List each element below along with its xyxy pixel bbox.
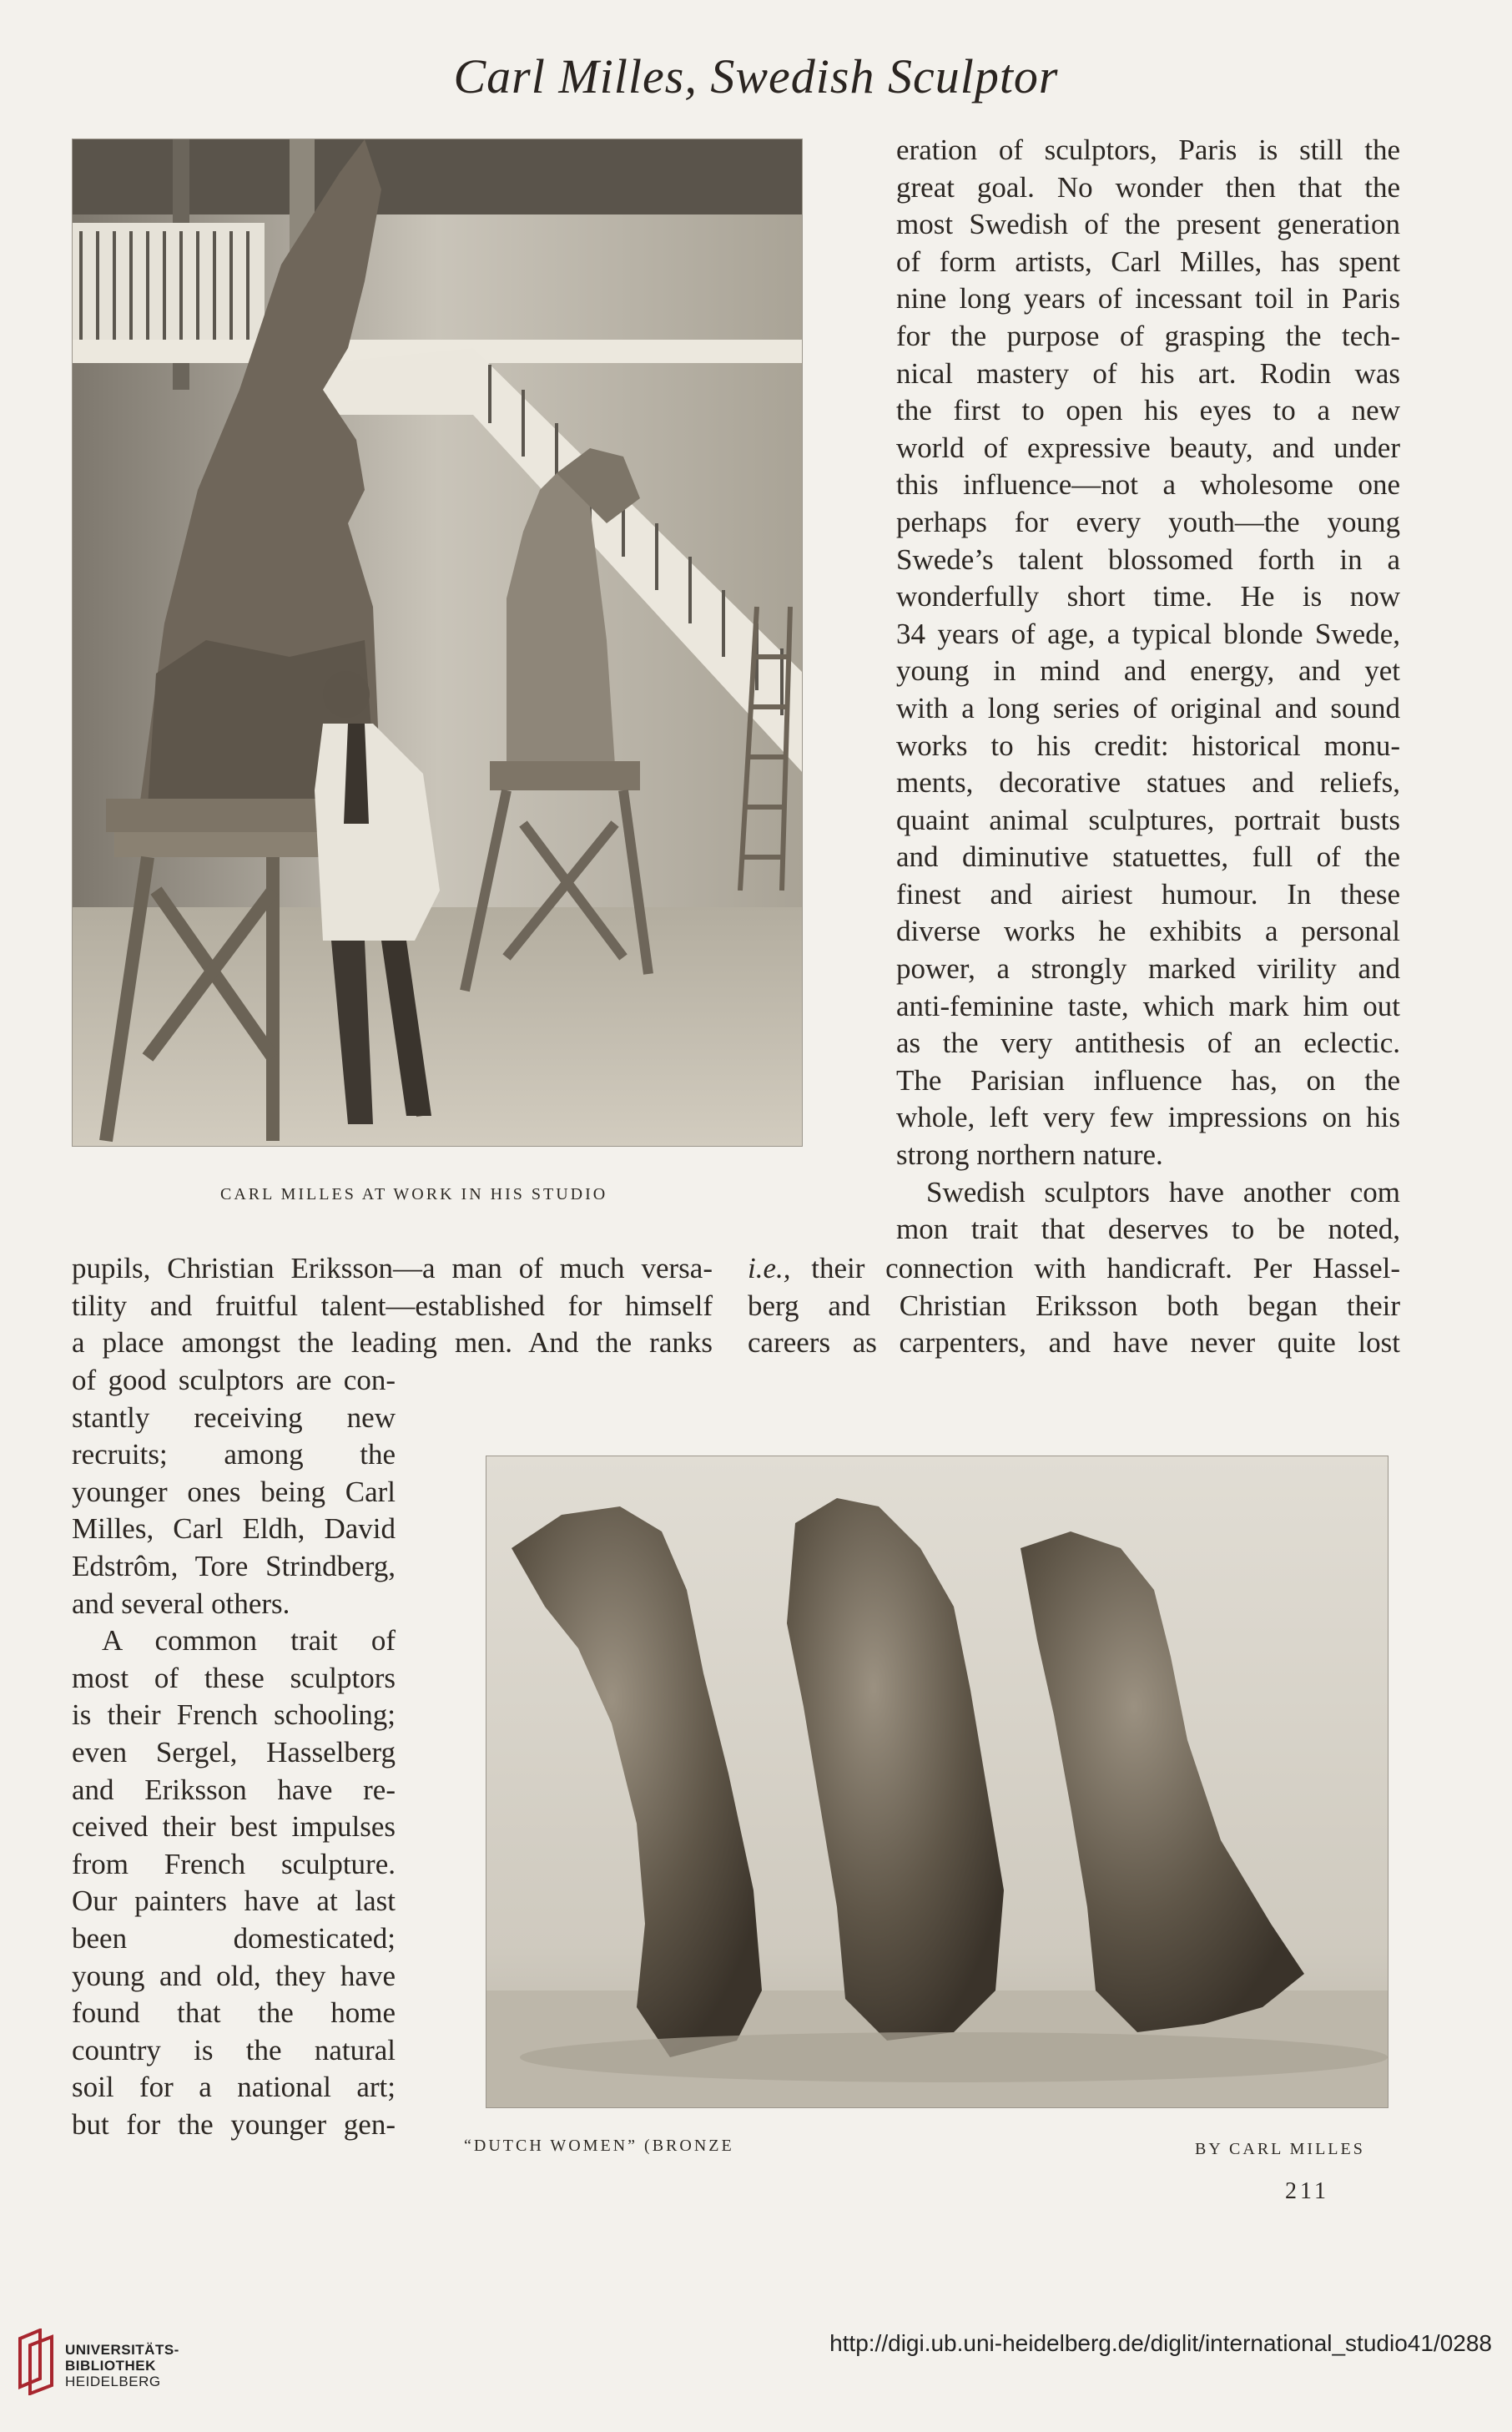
text-line: with a long series of original and sound (896, 691, 1400, 724)
text-line: anti-feminine taste, which mark him out (896, 989, 1400, 1022)
text-line: perhaps for every youth—the young (896, 505, 1400, 538)
right-wide-text (748, 1250, 1400, 1362)
text-line: young in mind and energy, and yet (896, 654, 1400, 688)
text-line: found that the home (72, 1996, 396, 2030)
text-line: is their French schooling; (72, 1698, 396, 1732)
text-line: recruits; among the (72, 1438, 396, 1471)
studio-photo (72, 139, 803, 1147)
library-line: HEIDELBERG (65, 2374, 161, 2389)
text-line: Our painters have at last (72, 1885, 396, 1918)
text-line: the first to open his eyes to a new (896, 394, 1400, 427)
text-line: Swede’s talent blossomed forth in a (896, 542, 1400, 576)
text-line: great goal. No wonder then that the (896, 170, 1400, 204)
text-line: ments, decorative statues and reliefs, (896, 766, 1400, 800)
text-line: eration of sculptors, Paris is still the (896, 134, 1400, 166)
right-column-text (896, 132, 1400, 1249)
text-line: ceived their best impulses (72, 1810, 396, 1844)
dutch-women-credit: BY CARL MILLES (1195, 2140, 1365, 2158)
text-line: stantly receiving new (72, 1400, 396, 1434)
text-line: pupils, Christian Eriksson—a man of much versa- (72, 1252, 713, 1284)
text-line: The Parisian influence has, on the (896, 1063, 1400, 1097)
text-line: world of expressive beauty, and under (896, 431, 1400, 464)
text-line: Edstrôm, Tore Strindberg, (72, 1549, 396, 1582)
text-line: tility and fruitful talent—established for himself (72, 1289, 713, 1322)
text-line: even Sergel, Hasselberg (72, 1735, 396, 1768)
page-number: 211 (1285, 2178, 1329, 2204)
text-line: and several others. (72, 1587, 290, 1620)
text-line: of form artists, Carl Milles, has spent (896, 245, 1400, 278)
text-line: power, a strongly marked virility and (896, 952, 1400, 986)
text-line: younger ones being Carl (72, 1475, 396, 1508)
text-line: as the very antithesis of an eclectic. (896, 1027, 1400, 1060)
text-line: a place amongst the leading men. And the ranks (72, 1326, 713, 1360)
left-wide-text (72, 1250, 713, 1362)
library-line: BIBLIOTHEK (65, 2358, 156, 2374)
running-header: Carl Milles, Swedish Sculptor (453, 49, 1059, 103)
text-line: Swedish sculptors have another com (926, 1175, 1400, 1208)
text-line: strong northern nature. (896, 1138, 1163, 1172)
text-line: this influence—not a wholesome one (896, 468, 1400, 502)
dutch-women-image (486, 1456, 1389, 2108)
text-line: for the purpose of grasping the tech- (896, 319, 1400, 352)
text-line: of good sculptors are con- (72, 1364, 396, 1396)
studio-photo-image (73, 139, 803, 1147)
text-line: berg and Christian Eriksson both began their (748, 1289, 1400, 1322)
source-url-link[interactable]: http://digi.ub.uni-heidelberg.de/diglit/international_studio41/0288 (829, 2330, 1492, 2356)
text-line: A common trait of (102, 1624, 396, 1657)
text-line: been domesticated; (72, 1921, 396, 1955)
text-line: 34 years of age, a typical blonde Swede, (896, 617, 1400, 650)
text-line: most of these sculptors (72, 1661, 396, 1694)
text-line: works to his credit: historical monu- (896, 729, 1400, 762)
text-line: quaint animal sculptures, portrait busts (896, 803, 1400, 836)
dutch-women-caption: “DUTCH WOMEN” (BRONZE (464, 2137, 734, 2155)
text-line: country is the natural (72, 2033, 396, 2066)
library-name (65, 2342, 179, 2389)
text-line: careers as carpenters, and have never quite lost (748, 1326, 1400, 1360)
text-line: whole, left very few impressions on his (896, 1101, 1400, 1134)
ie-abbrev: i.e., (748, 1252, 791, 1284)
text-line: mon trait that deserves to be noted, (896, 1213, 1400, 1246)
text-line: i.e., their connection with handicraft. Per Hassel- (748, 1252, 1400, 1284)
text-line: and Eriksson have re- (72, 1773, 396, 1806)
text-line: Milles, Carl Eldh, David (72, 1512, 396, 1546)
text-line: from French sculpture. (72, 1847, 396, 1880)
text-line: diverse works he exhibits a personal (896, 915, 1400, 948)
text-line: finest and airiest humour. In these (896, 877, 1400, 911)
studio-photo-caption: CARL MILLES AT WORK IN HIS STUDIO (220, 1185, 608, 1203)
library-logo-icon (15, 2329, 58, 2395)
footer-band (0, 2303, 1512, 2432)
left-narrow-text (72, 1362, 396, 2143)
text-line: most Swedish of the present generation (896, 208, 1400, 241)
library-line: UNIVERSITÄTS- (65, 2342, 179, 2358)
text-line: nine long years of incessant toil in Paris (896, 282, 1400, 315)
text-line: soil for a national art; (72, 2071, 396, 2104)
text-line: but for the younger gen- (72, 2107, 396, 2141)
dutch-women-photo (486, 1456, 1389, 2108)
text-line: wonderfully short time. He is now (896, 580, 1400, 613)
text-line: young and old, they have (72, 1959, 396, 1992)
text-line: and diminutive statuettes, full of the (896, 840, 1400, 874)
text-line: nical mastery of his art. Rodin was (896, 356, 1400, 390)
